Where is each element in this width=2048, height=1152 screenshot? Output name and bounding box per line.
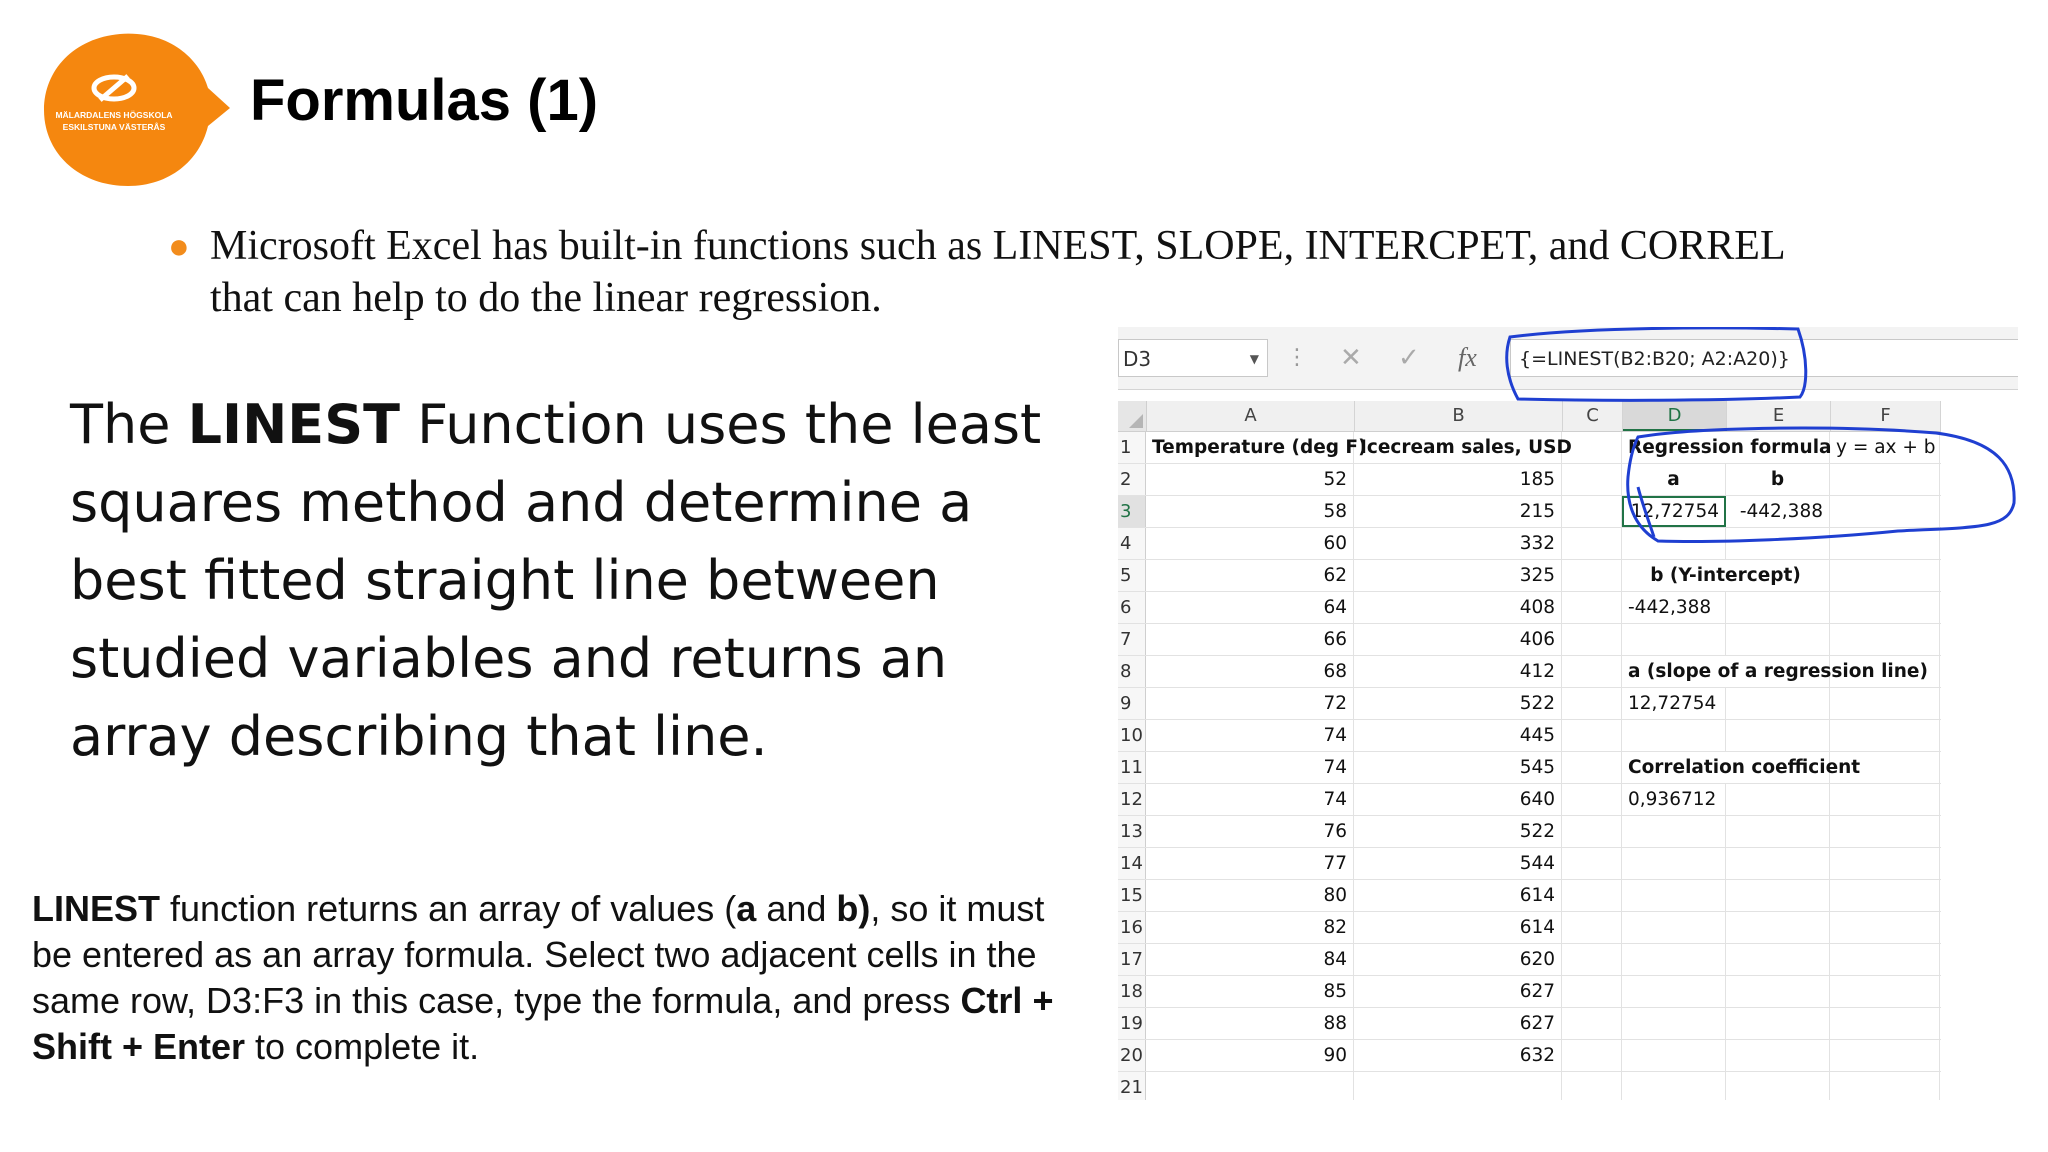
cell[interactable] xyxy=(1830,816,1940,847)
cell[interactable] xyxy=(1830,1008,1940,1039)
column-header-b[interactable]: B xyxy=(1355,401,1563,431)
cell[interactable] xyxy=(1622,976,1726,1007)
intercept-value[interactable]: -442,388 xyxy=(1622,592,1726,623)
text-span: Function uses the least squares method and determine a best fitted straight line between studied variables and returns an array describing that line. xyxy=(70,393,1042,768)
cell[interactable] xyxy=(1622,1008,1726,1039)
cell[interactable] xyxy=(1562,688,1622,719)
cell[interactable] xyxy=(1726,1072,1830,1100)
temperature-cell[interactable]: 68 xyxy=(1146,656,1354,687)
cell[interactable] xyxy=(1830,720,1940,751)
bullet-point xyxy=(168,220,1788,324)
table-row xyxy=(1118,720,1941,752)
cell[interactable] xyxy=(1622,1072,1726,1100)
cell[interactable] xyxy=(1726,592,1830,623)
table-row xyxy=(1118,1008,1941,1040)
sales-cell[interactable]: 412 xyxy=(1354,656,1562,687)
cell[interactable] xyxy=(1562,720,1622,751)
cell[interactable] xyxy=(1830,752,1940,783)
table-row xyxy=(1118,432,1941,464)
text-span: , so it must be entered as an array formula. Select two adjacent cells in the same row, D3:F3 in this case, type the formula, and press xyxy=(32,888,1045,1021)
logo-line-1: MÄLARDALENS HÖGSKOLA xyxy=(55,110,173,120)
cell[interactable] xyxy=(1726,1040,1830,1071)
cell[interactable] xyxy=(1726,848,1830,879)
sales-cell[interactable]: 325 xyxy=(1354,560,1562,591)
table-row xyxy=(1118,688,1941,720)
cell[interactable] xyxy=(1726,720,1830,751)
temperature-cell[interactable]: 52 xyxy=(1146,464,1354,495)
temperature-cell[interactable]: 85 xyxy=(1146,976,1354,1007)
cell[interactable] xyxy=(1830,656,1940,687)
row-header[interactable]: 11 xyxy=(1118,752,1146,783)
temperature-cell[interactable]: 82 xyxy=(1146,912,1354,943)
table-row xyxy=(1118,816,1941,848)
cell[interactable] xyxy=(1562,496,1622,527)
linest-description xyxy=(70,386,1090,776)
shortcut-keys: Ctrl + Shift + Enter xyxy=(32,980,1054,1067)
confirm-entry-icon[interactable]: ✓ xyxy=(1398,343,1420,373)
bullet-dot-icon: ● xyxy=(168,226,190,266)
sales-cell[interactable]: 640 xyxy=(1354,784,1562,815)
cell[interactable] xyxy=(1830,976,1940,1007)
cell[interactable] xyxy=(1354,1072,1562,1100)
cell[interactable] xyxy=(1562,464,1622,495)
sales-cell[interactable]: 332 xyxy=(1354,528,1562,559)
keyword-a: a xyxy=(736,888,757,929)
sales-cell[interactable]: 627 xyxy=(1354,1008,1562,1039)
cell[interactable] xyxy=(1830,496,1940,527)
slope-value[interactable]: 12,72754 xyxy=(1622,688,1726,719)
cell[interactable] xyxy=(1622,880,1726,911)
cell[interactable] xyxy=(1830,944,1940,975)
temperature-cell[interactable]: 64 xyxy=(1146,592,1354,623)
temperature-cell[interactable]: 62 xyxy=(1146,560,1354,591)
value-b-cell[interactable]: -442,388 xyxy=(1726,496,1830,527)
cell[interactable] xyxy=(1622,912,1726,943)
sales-cell[interactable]: 445 xyxy=(1354,720,1562,751)
column-header-c[interactable]: C xyxy=(1563,401,1623,431)
cell[interactable] xyxy=(1726,1008,1830,1039)
table-row xyxy=(1118,528,1941,560)
cell[interactable] xyxy=(1622,528,1726,559)
correl-value[interactable]: 0,936712 xyxy=(1622,784,1726,815)
row-header[interactable]: 16 xyxy=(1118,912,1146,943)
intercept-label[interactable]: b (Y-intercept) xyxy=(1622,560,1830,591)
row-header[interactable]: 4 xyxy=(1118,528,1146,559)
cell[interactable] xyxy=(1726,912,1830,943)
select-all-corner[interactable] xyxy=(1118,401,1147,431)
value-a-cell[interactable]: 12,72754 xyxy=(1622,496,1726,527)
row-header[interactable]: 21 xyxy=(1118,1072,1146,1100)
formula-input[interactable]: {=LINEST(B2:B20; A2:A20)} xyxy=(1510,339,2018,377)
cell[interactable] xyxy=(1622,848,1726,879)
temperature-cell[interactable]: 60 xyxy=(1146,528,1354,559)
cell[interactable] xyxy=(1562,624,1622,655)
cell[interactable] xyxy=(1830,880,1940,911)
row-header[interactable]: 5 xyxy=(1118,560,1146,591)
table-row xyxy=(1118,656,1941,688)
row-header[interactable]: 15 xyxy=(1118,880,1146,911)
column-header-e[interactable]: E xyxy=(1727,401,1831,431)
bullet-text: Microsoft Excel has built-in functions such as LINEST, SLOPE, INTERCPET, and CORREL that can help to do the linear regression. xyxy=(210,223,1785,321)
spreadsheet-rows xyxy=(1118,432,1941,1100)
cell[interactable] xyxy=(1562,1008,1622,1039)
cell[interactable] xyxy=(1830,1040,1940,1071)
header-temperature[interactable]: Temperature (deg F) xyxy=(1146,432,1354,463)
temperature-cell[interactable]: 58 xyxy=(1146,496,1354,527)
sales-cell[interactable]: 620 xyxy=(1354,944,1562,975)
linest-keyword: LINEST xyxy=(187,393,400,456)
cell[interactable] xyxy=(1726,624,1830,655)
table-row xyxy=(1118,560,1941,592)
column-header-a[interactable]: A xyxy=(1147,401,1355,431)
cell[interactable] xyxy=(1622,816,1726,847)
regression-formula-label[interactable]: Regression formula xyxy=(1622,432,1830,463)
row-header[interactable]: 12 xyxy=(1118,784,1146,815)
cell[interactable] xyxy=(1726,528,1830,559)
table-row xyxy=(1118,1040,1941,1072)
name-box-value: D3 xyxy=(1123,347,1152,371)
cell[interactable] xyxy=(1562,592,1622,623)
cell[interactable] xyxy=(1622,1040,1726,1071)
cell[interactable] xyxy=(1562,784,1622,815)
table-row xyxy=(1118,592,1941,624)
logo-line-2: ESKILSTUNA VÄSTERÅS xyxy=(62,122,166,132)
sales-cell[interactable]: 632 xyxy=(1354,1040,1562,1071)
table-row xyxy=(1118,752,1941,784)
row-header[interactable]: 3 xyxy=(1118,496,1146,527)
temperature-cell[interactable]: 74 xyxy=(1146,784,1354,815)
cancel-entry-icon[interactable]: ✕ xyxy=(1340,343,1362,373)
linest-keyword: LINEST xyxy=(32,888,161,929)
cell[interactable] xyxy=(1562,944,1622,975)
row-header[interactable]: 1 xyxy=(1118,432,1146,463)
table-row xyxy=(1118,848,1941,880)
cell[interactable] xyxy=(1830,592,1940,623)
temperature-cell[interactable]: 66 xyxy=(1146,624,1354,655)
temperature-cell[interactable]: 77 xyxy=(1146,848,1354,879)
table-row xyxy=(1118,464,1941,496)
cell[interactable] xyxy=(1562,848,1622,879)
table-row xyxy=(1118,880,1941,912)
label-b[interactable]: b xyxy=(1726,464,1830,495)
chevron-down-icon[interactable]: ▼ xyxy=(1249,352,1259,366)
label-a[interactable]: a xyxy=(1622,464,1726,495)
table-row xyxy=(1118,624,1941,656)
column-header-d[interactable]: D xyxy=(1623,401,1727,431)
table-row xyxy=(1118,912,1941,944)
name-box[interactable] xyxy=(1118,339,1268,377)
row-header[interactable]: 20 xyxy=(1118,1040,1146,1071)
cell[interactable] xyxy=(1830,912,1940,943)
cell[interactable] xyxy=(1562,976,1622,1007)
sales-cell[interactable]: 522 xyxy=(1354,816,1562,847)
row-header[interactable]: 8 xyxy=(1118,656,1146,687)
text-span: and xyxy=(756,888,837,929)
row-header[interactable]: 10 xyxy=(1118,720,1146,751)
cell[interactable] xyxy=(1726,976,1830,1007)
cell[interactable] xyxy=(1726,880,1830,911)
cell[interactable] xyxy=(1562,752,1622,783)
cell[interactable] xyxy=(1562,912,1622,943)
cell[interactable] xyxy=(1562,432,1622,463)
cell[interactable] xyxy=(1562,656,1622,687)
row-header[interactable]: 19 xyxy=(1118,1008,1146,1039)
slide-title: Formulas (1) xyxy=(250,68,599,133)
cell[interactable] xyxy=(1726,944,1830,975)
slope-label[interactable]: a (slope of a regression line) xyxy=(1622,656,1830,687)
row-header[interactable]: 18 xyxy=(1118,976,1146,1007)
row-header[interactable]: 14 xyxy=(1118,848,1146,879)
row-header[interactable]: 13 xyxy=(1118,816,1146,847)
cell[interactable] xyxy=(1562,528,1622,559)
sales-cell[interactable]: 614 xyxy=(1354,880,1562,911)
cell[interactable] xyxy=(1830,1072,1940,1100)
cell[interactable] xyxy=(1726,784,1830,815)
sales-cell[interactable]: 545 xyxy=(1354,752,1562,783)
university-logo xyxy=(40,30,230,190)
temperature-cell[interactable]: 80 xyxy=(1146,880,1354,911)
cell[interactable] xyxy=(1830,528,1940,559)
cell[interactable] xyxy=(1562,816,1622,847)
row-header[interactable]: 17 xyxy=(1118,944,1146,975)
temperature-cell[interactable]: 88 xyxy=(1146,1008,1354,1039)
sales-cell[interactable]: 522 xyxy=(1354,688,1562,719)
cell[interactable] xyxy=(1726,688,1830,719)
cell[interactable] xyxy=(1830,624,1940,655)
sales-cell[interactable]: 544 xyxy=(1354,848,1562,879)
cell[interactable] xyxy=(1830,560,1940,591)
cell[interactable] xyxy=(1622,944,1726,975)
formula-bar xyxy=(1118,327,2018,390)
cell[interactable] xyxy=(1562,1040,1622,1071)
text-span: function returns an array of values ( xyxy=(160,888,737,929)
header-sales[interactable]: Icecream sales, USD xyxy=(1354,432,1562,463)
sales-cell[interactable]: 614 xyxy=(1354,912,1562,943)
temperature-cell[interactable]: 90 xyxy=(1146,1040,1354,1071)
temperature-cell[interactable]: 76 xyxy=(1146,816,1354,847)
temperature-cell[interactable]: 84 xyxy=(1146,944,1354,975)
correl-label[interactable]: Correlation coefficient xyxy=(1622,752,1830,783)
cell[interactable] xyxy=(1562,880,1622,911)
row-header[interactable]: 9 xyxy=(1118,688,1146,719)
cell[interactable] xyxy=(1146,1072,1354,1100)
column-header-row xyxy=(1118,401,1941,432)
text-span: The xyxy=(70,393,188,456)
sales-cell[interactable]: 215 xyxy=(1354,496,1562,527)
text-span: to complete it. xyxy=(245,1026,480,1067)
cell[interactable] xyxy=(1726,816,1830,847)
cell[interactable] xyxy=(1830,464,1940,495)
table-row xyxy=(1118,1072,1941,1100)
cell[interactable] xyxy=(1622,720,1726,751)
sales-cell[interactable]: 627 xyxy=(1354,976,1562,1007)
excel-screenshot xyxy=(1118,327,2018,1100)
cell[interactable] xyxy=(1830,784,1940,815)
table-row xyxy=(1118,976,1941,1008)
row-header[interactable]: 2 xyxy=(1118,464,1146,495)
equation-label[interactable]: y = ax + b xyxy=(1830,432,1940,463)
row-header[interactable]: 6 xyxy=(1118,592,1146,623)
keyword-b: b) xyxy=(836,888,871,929)
sales-cell[interactable]: 408 xyxy=(1354,592,1562,623)
spreadsheet-grid xyxy=(1118,401,1941,1100)
temperature-cell[interactable]: 74 xyxy=(1146,720,1354,751)
table-row xyxy=(1118,496,1941,528)
cell[interactable] xyxy=(1830,688,1940,719)
insert-function-icon[interactable]: fx xyxy=(1458,343,1477,372)
cell[interactable] xyxy=(1622,624,1726,655)
cell[interactable] xyxy=(1562,1072,1622,1100)
sales-cell[interactable]: 185 xyxy=(1354,464,1562,495)
table-row xyxy=(1118,944,1941,976)
cell[interactable] xyxy=(1562,560,1622,591)
temperature-cell[interactable]: 72 xyxy=(1146,688,1354,719)
table-row xyxy=(1118,784,1941,816)
row-header[interactable]: 7 xyxy=(1118,624,1146,655)
cell[interactable] xyxy=(1830,848,1940,879)
more-options-icon[interactable]: ⋮ xyxy=(1286,345,1308,370)
array-formula-note xyxy=(32,886,1072,1070)
column-header-f[interactable]: F xyxy=(1831,401,1941,431)
sales-cell[interactable]: 406 xyxy=(1354,624,1562,655)
temperature-cell[interactable]: 74 xyxy=(1146,752,1354,783)
